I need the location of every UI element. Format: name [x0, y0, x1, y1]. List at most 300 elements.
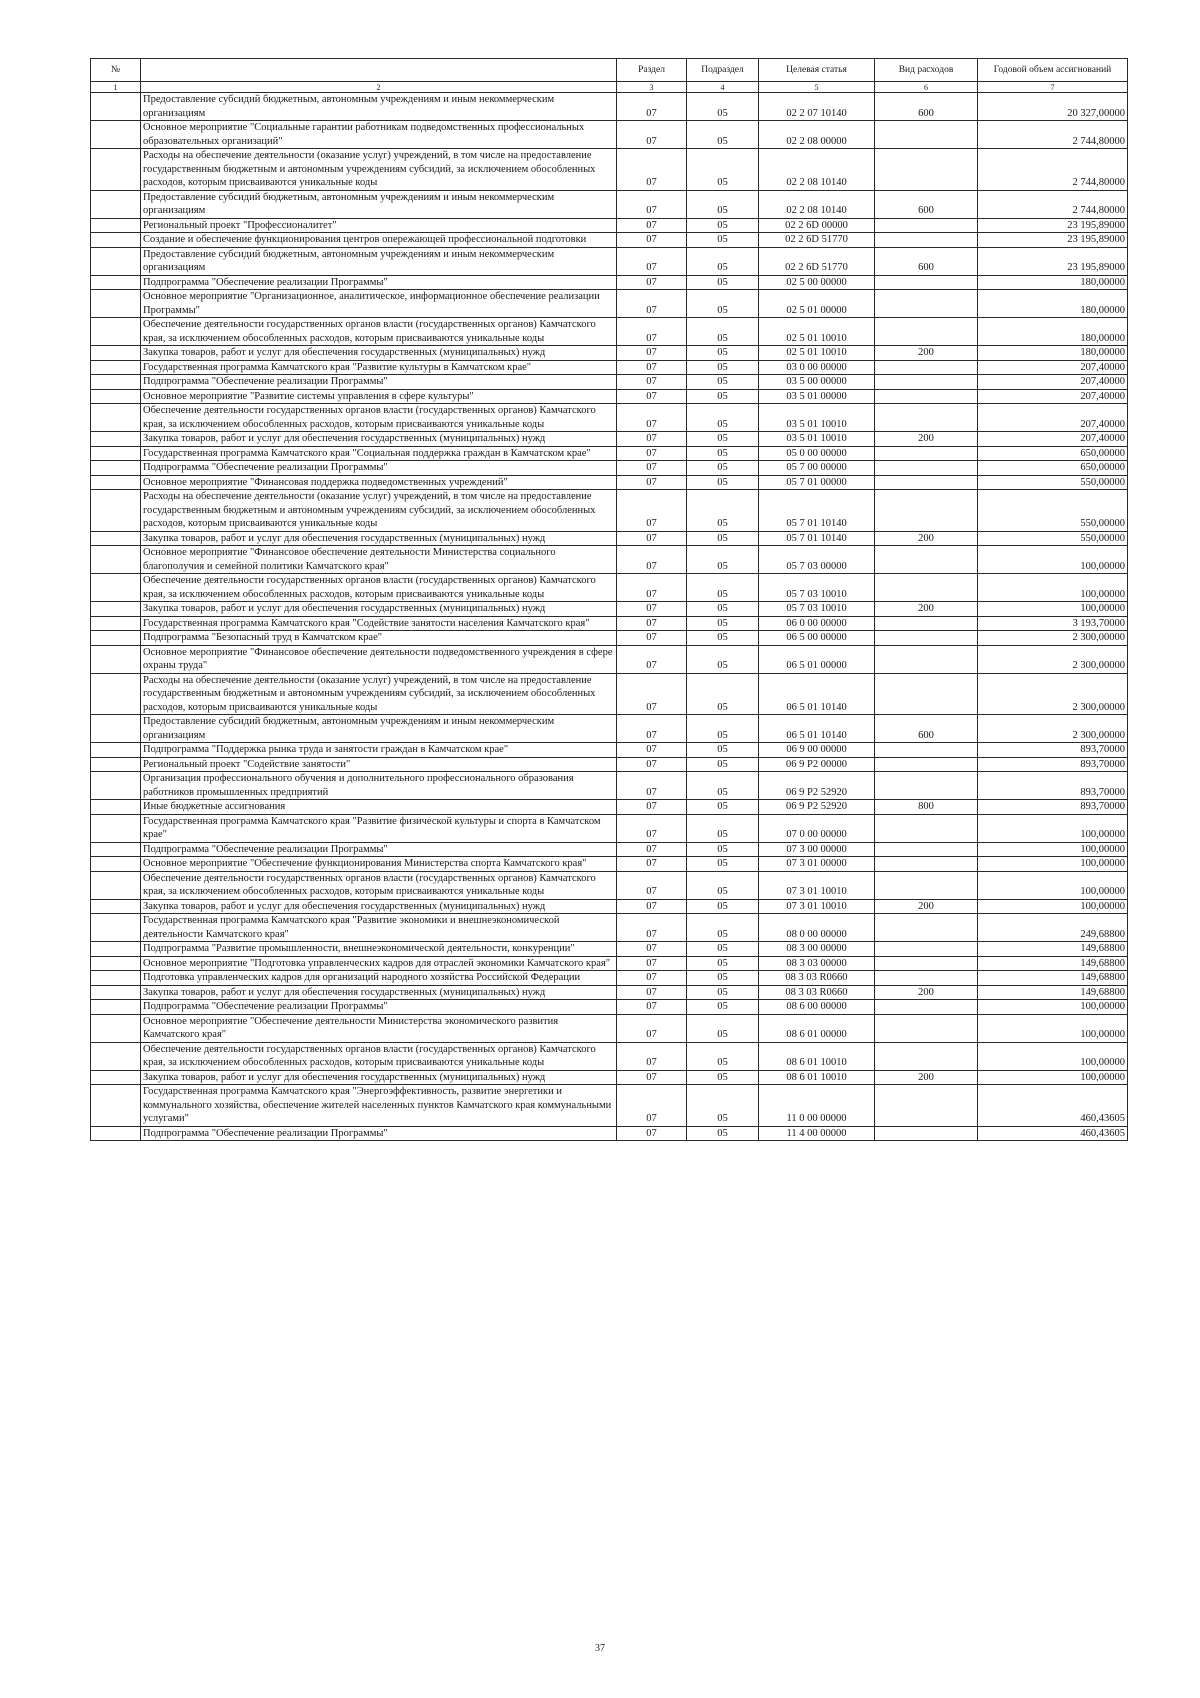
row-amount-cell: 180,00000 — [978, 346, 1128, 361]
row-podrazdel-cell: 05 — [687, 461, 759, 476]
row-target-article-cell: 05 7 01 10140 — [759, 531, 875, 546]
row-podrazdel-cell: 05 — [687, 121, 759, 149]
row-expense-type-cell — [875, 318, 978, 346]
row-razdel-cell: 07 — [617, 275, 687, 290]
row-target-article-cell: 02 2 6D 00000 — [759, 218, 875, 233]
row-target-article-cell: 03 5 01 00000 — [759, 389, 875, 404]
row-number-cell — [91, 673, 141, 715]
row-razdel-cell: 07 — [617, 346, 687, 361]
header-row — [91, 59, 1128, 82]
row-name-cell: Основное мероприятие "Обеспечение деятельности Министерства экономического развития Камчатского края" — [141, 1014, 617, 1042]
row-expense-type-cell — [875, 1042, 978, 1070]
row-name-cell: Подпрограмма "Обеспечение реализации Программы" — [141, 842, 617, 857]
row-podrazdel-cell: 05 — [687, 772, 759, 800]
row-podrazdel-cell: 05 — [687, 318, 759, 346]
row-podrazdel-cell: 05 — [687, 375, 759, 390]
row-amount-cell: 207,40000 — [978, 389, 1128, 404]
row-amount-cell: 2 300,00000 — [978, 645, 1128, 673]
table-row — [91, 942, 1128, 957]
row-name-cell: Подготовка управленческих кадров для организаций народного хозяйства Российской Федерации — [141, 971, 617, 986]
row-expense-type-cell — [875, 490, 978, 532]
row-expense-type-cell — [875, 942, 978, 957]
row-number-cell — [91, 971, 141, 986]
page-number: 37 — [595, 1643, 605, 1654]
header-number: № — [91, 59, 141, 82]
row-target-article-cell: 08 6 01 00000 — [759, 1014, 875, 1042]
row-razdel-cell: 07 — [617, 602, 687, 617]
row-number-cell — [91, 375, 141, 390]
row-razdel-cell: 07 — [617, 842, 687, 857]
row-podrazdel-cell: 05 — [687, 743, 759, 758]
row-razdel-cell: 07 — [617, 631, 687, 646]
row-amount-cell: 650,00000 — [978, 446, 1128, 461]
row-number-cell — [91, 1000, 141, 1015]
row-amount-cell: 550,00000 — [978, 475, 1128, 490]
row-expense-type-cell — [875, 772, 978, 800]
table-row — [91, 971, 1128, 986]
row-expense-type-cell — [875, 218, 978, 233]
row-podrazdel-cell: 05 — [687, 404, 759, 432]
row-name-cell: Государственная программа Камчатского края "Развитие культуры в Камчатском крае" — [141, 360, 617, 375]
row-target-article-cell: 02 2 6D 51770 — [759, 233, 875, 248]
table-row — [91, 645, 1128, 673]
row-target-article-cell: 11 0 00 00000 — [759, 1085, 875, 1127]
table-row — [91, 490, 1128, 532]
row-number-cell — [91, 233, 141, 248]
row-razdel-cell: 07 — [617, 360, 687, 375]
row-expense-type-cell: 200 — [875, 985, 978, 1000]
row-number-cell — [91, 446, 141, 461]
row-expense-type-cell: 200 — [875, 531, 978, 546]
row-podrazdel-cell: 05 — [687, 1085, 759, 1127]
row-podrazdel-cell: 05 — [687, 247, 759, 275]
table-row — [91, 290, 1128, 318]
row-expense-type-cell — [875, 757, 978, 772]
row-podrazdel-cell: 05 — [687, 346, 759, 361]
row-number-cell — [91, 616, 141, 631]
row-number-cell — [91, 121, 141, 149]
row-amount-cell: 2 744,80000 — [978, 190, 1128, 218]
row-razdel-cell: 07 — [617, 490, 687, 532]
row-number-cell — [91, 645, 141, 673]
row-expense-type-cell — [875, 360, 978, 375]
row-podrazdel-cell: 05 — [687, 149, 759, 191]
row-amount-cell: 149,68800 — [978, 985, 1128, 1000]
row-target-article-cell: 02 5 01 00000 — [759, 290, 875, 318]
row-expense-type-cell: 600 — [875, 247, 978, 275]
row-amount-cell: 180,00000 — [978, 318, 1128, 346]
row-expense-type-cell — [875, 616, 978, 631]
row-number-cell — [91, 800, 141, 815]
table-row — [91, 673, 1128, 715]
row-number-cell — [91, 814, 141, 842]
row-amount-cell: 100,00000 — [978, 842, 1128, 857]
row-target-article-cell: 07 3 01 10010 — [759, 899, 875, 914]
row-expense-type-cell — [875, 275, 978, 290]
row-podrazdel-cell: 05 — [687, 1000, 759, 1015]
row-amount-cell: 893,70000 — [978, 757, 1128, 772]
row-amount-cell: 100,00000 — [978, 1000, 1128, 1015]
row-target-article-cell: 02 5 01 10010 — [759, 318, 875, 346]
row-amount-cell: 460,43605 — [978, 1085, 1128, 1127]
row-razdel-cell: 07 — [617, 389, 687, 404]
table-row — [91, 1126, 1128, 1141]
row-expense-type-cell: 200 — [875, 899, 978, 914]
table-row — [91, 247, 1128, 275]
row-number-cell — [91, 475, 141, 490]
row-target-article-cell: 06 9 P2 52920 — [759, 772, 875, 800]
row-target-article-cell: 06 9 P2 52920 — [759, 800, 875, 815]
row-expense-type-cell — [875, 149, 978, 191]
row-number-cell — [91, 1042, 141, 1070]
row-amount-cell: 249,68800 — [978, 914, 1128, 942]
row-name-cell: Расходы на обеспечение деятельности (оказание услуг) учреждений, в том числе на предоставление государственным бюджетным и автономным учреждениям субсидий, за исключением обособленных расходов, которым присваиваются уникальные коды — [141, 149, 617, 191]
row-target-article-cell: 06 9 P2 00000 — [759, 757, 875, 772]
row-podrazdel-cell: 05 — [687, 490, 759, 532]
row-number-cell — [91, 290, 141, 318]
row-name-cell: Закупка товаров, работ и услуг для обеспечения государственных (муниципальных) нужд — [141, 531, 617, 546]
row-number-cell — [91, 1126, 141, 1141]
row-razdel-cell: 07 — [617, 149, 687, 191]
row-razdel-cell: 07 — [617, 772, 687, 800]
row-expense-type-cell — [875, 631, 978, 646]
table-row — [91, 149, 1128, 191]
row-podrazdel-cell: 05 — [687, 1126, 759, 1141]
row-expense-type-cell: 600 — [875, 93, 978, 121]
row-target-article-cell: 06 5 00 00000 — [759, 631, 875, 646]
row-razdel-cell: 07 — [617, 531, 687, 546]
row-number-cell — [91, 942, 141, 957]
table-row — [91, 121, 1128, 149]
row-number-cell — [91, 602, 141, 617]
row-name-cell: Государственная программа Камчатского края "Энергоэффективность, развитие энергетики и коммунального хозяйства, обеспечение жителей населенных пунктов Камчатского края коммунальными услугами" — [141, 1085, 617, 1127]
row-podrazdel-cell: 05 — [687, 1042, 759, 1070]
row-razdel-cell: 07 — [617, 93, 687, 121]
row-razdel-cell: 07 — [617, 1085, 687, 1127]
row-podrazdel-cell: 05 — [687, 275, 759, 290]
row-podrazdel-cell: 05 — [687, 673, 759, 715]
row-amount-cell: 893,70000 — [978, 772, 1128, 800]
row-razdel-cell: 07 — [617, 616, 687, 631]
row-amount-cell: 100,00000 — [978, 574, 1128, 602]
table-row — [91, 772, 1128, 800]
row-podrazdel-cell: 05 — [687, 956, 759, 971]
header-target-article: Целевая статья — [759, 59, 875, 82]
row-number-cell — [91, 360, 141, 375]
header-annual-amount: Годовой объем ассигнований — [978, 59, 1128, 82]
column-number: 5 — [759, 82, 875, 93]
row-expense-type-cell — [875, 914, 978, 942]
row-podrazdel-cell: 05 — [687, 842, 759, 857]
row-expense-type-cell — [875, 956, 978, 971]
table-row — [91, 531, 1128, 546]
row-razdel-cell: 07 — [617, 233, 687, 248]
table-row — [91, 899, 1128, 914]
row-razdel-cell: 07 — [617, 743, 687, 758]
row-expense-type-cell — [875, 404, 978, 432]
row-razdel-cell: 07 — [617, 971, 687, 986]
row-amount-cell: 100,00000 — [978, 857, 1128, 872]
row-name-cell: Государственная программа Камчатского края "Социальная поддержка граждан в Камчатском крае" — [141, 446, 617, 461]
row-target-article-cell: 05 7 03 10010 — [759, 574, 875, 602]
row-razdel-cell: 07 — [617, 956, 687, 971]
row-target-article-cell: 08 6 00 00000 — [759, 1000, 875, 1015]
row-amount-cell: 550,00000 — [978, 490, 1128, 532]
row-name-cell: Подпрограмма "Обеспечение реализации Программы" — [141, 275, 617, 290]
table-row — [91, 1000, 1128, 1015]
row-expense-type-cell — [875, 389, 978, 404]
row-number-cell — [91, 1014, 141, 1042]
row-razdel-cell: 07 — [617, 190, 687, 218]
row-number-cell — [91, 871, 141, 899]
row-razdel-cell: 07 — [617, 1126, 687, 1141]
row-number-cell — [91, 404, 141, 432]
row-podrazdel-cell: 05 — [687, 360, 759, 375]
row-number-cell — [91, 275, 141, 290]
row-number-cell — [91, 218, 141, 233]
row-podrazdel-cell: 05 — [687, 871, 759, 899]
table-row — [91, 743, 1128, 758]
table-row — [91, 475, 1128, 490]
row-podrazdel-cell: 05 — [687, 446, 759, 461]
row-razdel-cell: 07 — [617, 1070, 687, 1085]
row-number-cell — [91, 490, 141, 532]
row-amount-cell: 3 193,70000 — [978, 616, 1128, 631]
row-name-cell: Государственная программа Камчатского края "Развитие физической культуры и спорта в Камчатском крае" — [141, 814, 617, 842]
table-row — [91, 1042, 1128, 1070]
row-name-cell: Закупка товаров, работ и услуг для обеспечения государственных (муниципальных) нужд — [141, 899, 617, 914]
row-name-cell: Основное мероприятие "Финансовое обеспечение деятельности подведомственного учреждения в сфере охраны труда" — [141, 645, 617, 673]
row-number-cell — [91, 743, 141, 758]
row-name-cell: Обеспечение деятельности государственных органов власти (государственных органов) Камчатского края, за исключением обособленных расходов, которым присваиваются уникальные коды — [141, 1042, 617, 1070]
table-row — [91, 93, 1128, 121]
row-name-cell: Обеспечение деятельности государственных органов власти (государственных органов) Камчатского края, за исключением обособленных расходов, которым присваиваются уникальные коды — [141, 318, 617, 346]
row-expense-type-cell: 600 — [875, 190, 978, 218]
table-row — [91, 602, 1128, 617]
table-row — [91, 190, 1128, 218]
row-amount-cell: 2 300,00000 — [978, 673, 1128, 715]
row-target-article-cell: 05 7 03 10010 — [759, 602, 875, 617]
row-amount-cell: 149,68800 — [978, 956, 1128, 971]
row-number-cell — [91, 857, 141, 872]
table-row — [91, 233, 1128, 248]
row-razdel-cell: 07 — [617, 673, 687, 715]
row-razdel-cell: 07 — [617, 247, 687, 275]
row-podrazdel-cell: 05 — [687, 857, 759, 872]
row-expense-type-cell — [875, 842, 978, 857]
table-row — [91, 871, 1128, 899]
row-number-cell — [91, 389, 141, 404]
row-target-article-cell: 03 5 01 10010 — [759, 432, 875, 447]
row-name-cell: Подпрограмма "Развитие промышленности, внешнеэкономической деятельности, конкуренции" — [141, 942, 617, 957]
table-row — [91, 631, 1128, 646]
row-target-article-cell: 07 0 00 00000 — [759, 814, 875, 842]
table-row — [91, 404, 1128, 432]
row-name-cell: Основное мероприятие "Подготовка управленческих кадров для отраслей экономики Камчатского края" — [141, 956, 617, 971]
row-amount-cell: 100,00000 — [978, 814, 1128, 842]
row-name-cell: Основное мероприятие "Социальные гарантии работникам подведомственных профессиональных образовательных организаций" — [141, 121, 617, 149]
column-number: 2 — [141, 82, 617, 93]
table-row — [91, 956, 1128, 971]
row-target-article-cell: 02 2 07 10140 — [759, 93, 875, 121]
row-podrazdel-cell: 05 — [687, 971, 759, 986]
row-expense-type-cell — [875, 290, 978, 318]
row-podrazdel-cell: 05 — [687, 914, 759, 942]
row-name-cell: Закупка товаров, работ и услуг для обеспечения государственных (муниципальных) нужд — [141, 346, 617, 361]
row-number-cell — [91, 346, 141, 361]
row-name-cell: Подпрограмма "Безопасный труд в Камчатском крае" — [141, 631, 617, 646]
row-name-cell: Подпрограмма "Обеспечение реализации Программы" — [141, 1000, 617, 1015]
row-name-cell: Региональный проект "Профессионалитет" — [141, 218, 617, 233]
row-amount-cell: 207,40000 — [978, 375, 1128, 390]
header-expense-type: Вид расходов — [875, 59, 978, 82]
row-podrazdel-cell: 05 — [687, 757, 759, 772]
row-amount-cell: 100,00000 — [978, 899, 1128, 914]
row-amount-cell: 100,00000 — [978, 1070, 1128, 1085]
budget-table — [90, 58, 1128, 1141]
row-number-cell — [91, 914, 141, 942]
table-row — [91, 389, 1128, 404]
row-razdel-cell: 07 — [617, 899, 687, 914]
row-razdel-cell: 07 — [617, 715, 687, 743]
row-amount-cell: 2 744,80000 — [978, 121, 1128, 149]
row-name-cell: Закупка товаров, работ и услуг для обеспечения государственных (муниципальных) нужд — [141, 985, 617, 1000]
row-name-cell: Обеспечение деятельности государственных органов власти (государственных органов) Камчатского края, за исключением обособленных расходов, которым присваиваются уникальные коды — [141, 871, 617, 899]
row-amount-cell: 23 195,89000 — [978, 218, 1128, 233]
row-target-article-cell: 02 2 08 10140 — [759, 190, 875, 218]
row-razdel-cell: 07 — [617, 218, 687, 233]
row-target-article-cell: 06 5 01 10140 — [759, 673, 875, 715]
row-razdel-cell: 07 — [617, 574, 687, 602]
row-amount-cell: 100,00000 — [978, 871, 1128, 899]
row-target-article-cell: 03 0 00 00000 — [759, 360, 875, 375]
row-name-cell: Основное мероприятие "Финансовое обеспечение деятельности Министерства социального благополучия и семейной политики Камчатского края" — [141, 546, 617, 574]
header-podrazdel: Подраздел — [687, 59, 759, 82]
row-razdel-cell: 07 — [617, 290, 687, 318]
row-expense-type-cell: 800 — [875, 800, 978, 815]
row-number-cell — [91, 190, 141, 218]
row-number-cell — [91, 631, 141, 646]
table-row — [91, 218, 1128, 233]
row-name-cell: Предоставление субсидий бюджетным, автономным учреждениям и иным некоммерческим организациям — [141, 247, 617, 275]
row-amount-cell: 100,00000 — [978, 1042, 1128, 1070]
row-target-article-cell: 03 5 01 10010 — [759, 404, 875, 432]
row-expense-type-cell: 200 — [875, 602, 978, 617]
row-name-cell: Иные бюджетные ассигнования — [141, 800, 617, 815]
row-target-article-cell: 08 3 03 00000 — [759, 956, 875, 971]
table-row — [91, 360, 1128, 375]
row-number-cell — [91, 318, 141, 346]
row-name-cell: Основное мероприятие "Развитие системы управления в сфере культуры" — [141, 389, 617, 404]
row-podrazdel-cell: 05 — [687, 531, 759, 546]
row-target-article-cell: 07 3 01 00000 — [759, 857, 875, 872]
row-number-cell — [91, 247, 141, 275]
row-target-article-cell: 07 3 01 10010 — [759, 871, 875, 899]
row-number-cell — [91, 1085, 141, 1127]
row-razdel-cell: 07 — [617, 404, 687, 432]
row-podrazdel-cell: 05 — [687, 574, 759, 602]
row-name-cell: Закупка товаров, работ и услуг для обеспечения государственных (муниципальных) нужд — [141, 432, 617, 447]
row-number-cell — [91, 531, 141, 546]
row-amount-cell: 20 327,00000 — [978, 93, 1128, 121]
table-row — [91, 857, 1128, 872]
row-expense-type-cell — [875, 1000, 978, 1015]
row-expense-type-cell — [875, 673, 978, 715]
budget-sheet — [90, 58, 1127, 1141]
row-name-cell: Основное мероприятие "Обеспечение функционирования Министерства спорта Камчатского края" — [141, 857, 617, 872]
table-row — [91, 1070, 1128, 1085]
row-expense-type-cell — [875, 1126, 978, 1141]
table-row — [91, 461, 1128, 476]
row-number-cell — [91, 461, 141, 476]
row-expense-type-cell — [875, 461, 978, 476]
row-razdel-cell: 07 — [617, 914, 687, 942]
row-target-article-cell: 05 0 00 00000 — [759, 446, 875, 461]
row-number-cell — [91, 149, 141, 191]
row-razdel-cell: 07 — [617, 871, 687, 899]
row-amount-cell: 207,40000 — [978, 404, 1128, 432]
row-razdel-cell: 07 — [617, 475, 687, 490]
row-name-cell: Расходы на обеспечение деятельности (оказание услуг) учреждений, в том числе на предоставление государственным бюджетным и автономным учреждениям субсидий, за исключением обособленных расходов, которым присваиваются уникальные коды — [141, 673, 617, 715]
row-name-cell: Основное мероприятие "Финансовая поддержка подведомственных учреждений" — [141, 475, 617, 490]
row-target-article-cell: 11 4 00 00000 — [759, 1126, 875, 1141]
row-target-article-cell: 08 0 00 00000 — [759, 914, 875, 942]
row-amount-cell: 207,40000 — [978, 432, 1128, 447]
row-amount-cell: 893,70000 — [978, 800, 1128, 815]
column-number: 4 — [687, 82, 759, 93]
row-amount-cell: 180,00000 — [978, 275, 1128, 290]
row-expense-type-cell — [875, 971, 978, 986]
table-row — [91, 757, 1128, 772]
row-expense-type-cell — [875, 1014, 978, 1042]
row-podrazdel-cell: 05 — [687, 899, 759, 914]
row-podrazdel-cell: 05 — [687, 93, 759, 121]
row-name-cell: Обеспечение деятельности государственных органов власти (государственных органов) Камчатского края, за исключением обособленных расходов, которым присваиваются уникальные коды — [141, 574, 617, 602]
column-number: 6 — [875, 82, 978, 93]
row-number-cell — [91, 574, 141, 602]
row-razdel-cell: 07 — [617, 985, 687, 1000]
row-expense-type-cell: 200 — [875, 346, 978, 361]
row-target-article-cell: 06 5 01 10140 — [759, 715, 875, 743]
row-expense-type-cell — [875, 121, 978, 149]
row-expense-type-cell: 200 — [875, 432, 978, 447]
row-razdel-cell: 07 — [617, 446, 687, 461]
row-expense-type-cell — [875, 645, 978, 673]
row-target-article-cell: 05 7 01 00000 — [759, 475, 875, 490]
table-row — [91, 985, 1128, 1000]
row-amount-cell: 23 195,89000 — [978, 247, 1128, 275]
table-row — [91, 914, 1128, 942]
row-expense-type-cell — [875, 546, 978, 574]
row-podrazdel-cell: 05 — [687, 218, 759, 233]
row-name-cell: Предоставление субсидий бюджетным, автономным учреждениям и иным некоммерческим организациям — [141, 190, 617, 218]
row-podrazdel-cell: 05 — [687, 616, 759, 631]
row-podrazdel-cell: 05 — [687, 1070, 759, 1085]
row-razdel-cell: 07 — [617, 757, 687, 772]
row-name-cell: Расходы на обеспечение деятельности (оказание услуг) учреждений, в том числе на предоставление государственным бюджетным и автономным учреждениям субсидий, за исключением обособленных расходов, которым присваиваются уникальные коды — [141, 490, 617, 532]
row-target-article-cell: 07 3 00 00000 — [759, 842, 875, 857]
row-podrazdel-cell: 05 — [687, 432, 759, 447]
row-number-cell — [91, 956, 141, 971]
row-podrazdel-cell: 05 — [687, 814, 759, 842]
row-razdel-cell: 07 — [617, 857, 687, 872]
row-expense-type-cell — [875, 375, 978, 390]
row-target-article-cell: 08 3 03 R0660 — [759, 971, 875, 986]
row-amount-cell: 550,00000 — [978, 531, 1128, 546]
row-amount-cell: 23 195,89000 — [978, 233, 1128, 248]
row-target-article-cell: 06 9 00 00000 — [759, 743, 875, 758]
row-name-cell: Подпрограмма "Обеспечение реализации Программы" — [141, 375, 617, 390]
